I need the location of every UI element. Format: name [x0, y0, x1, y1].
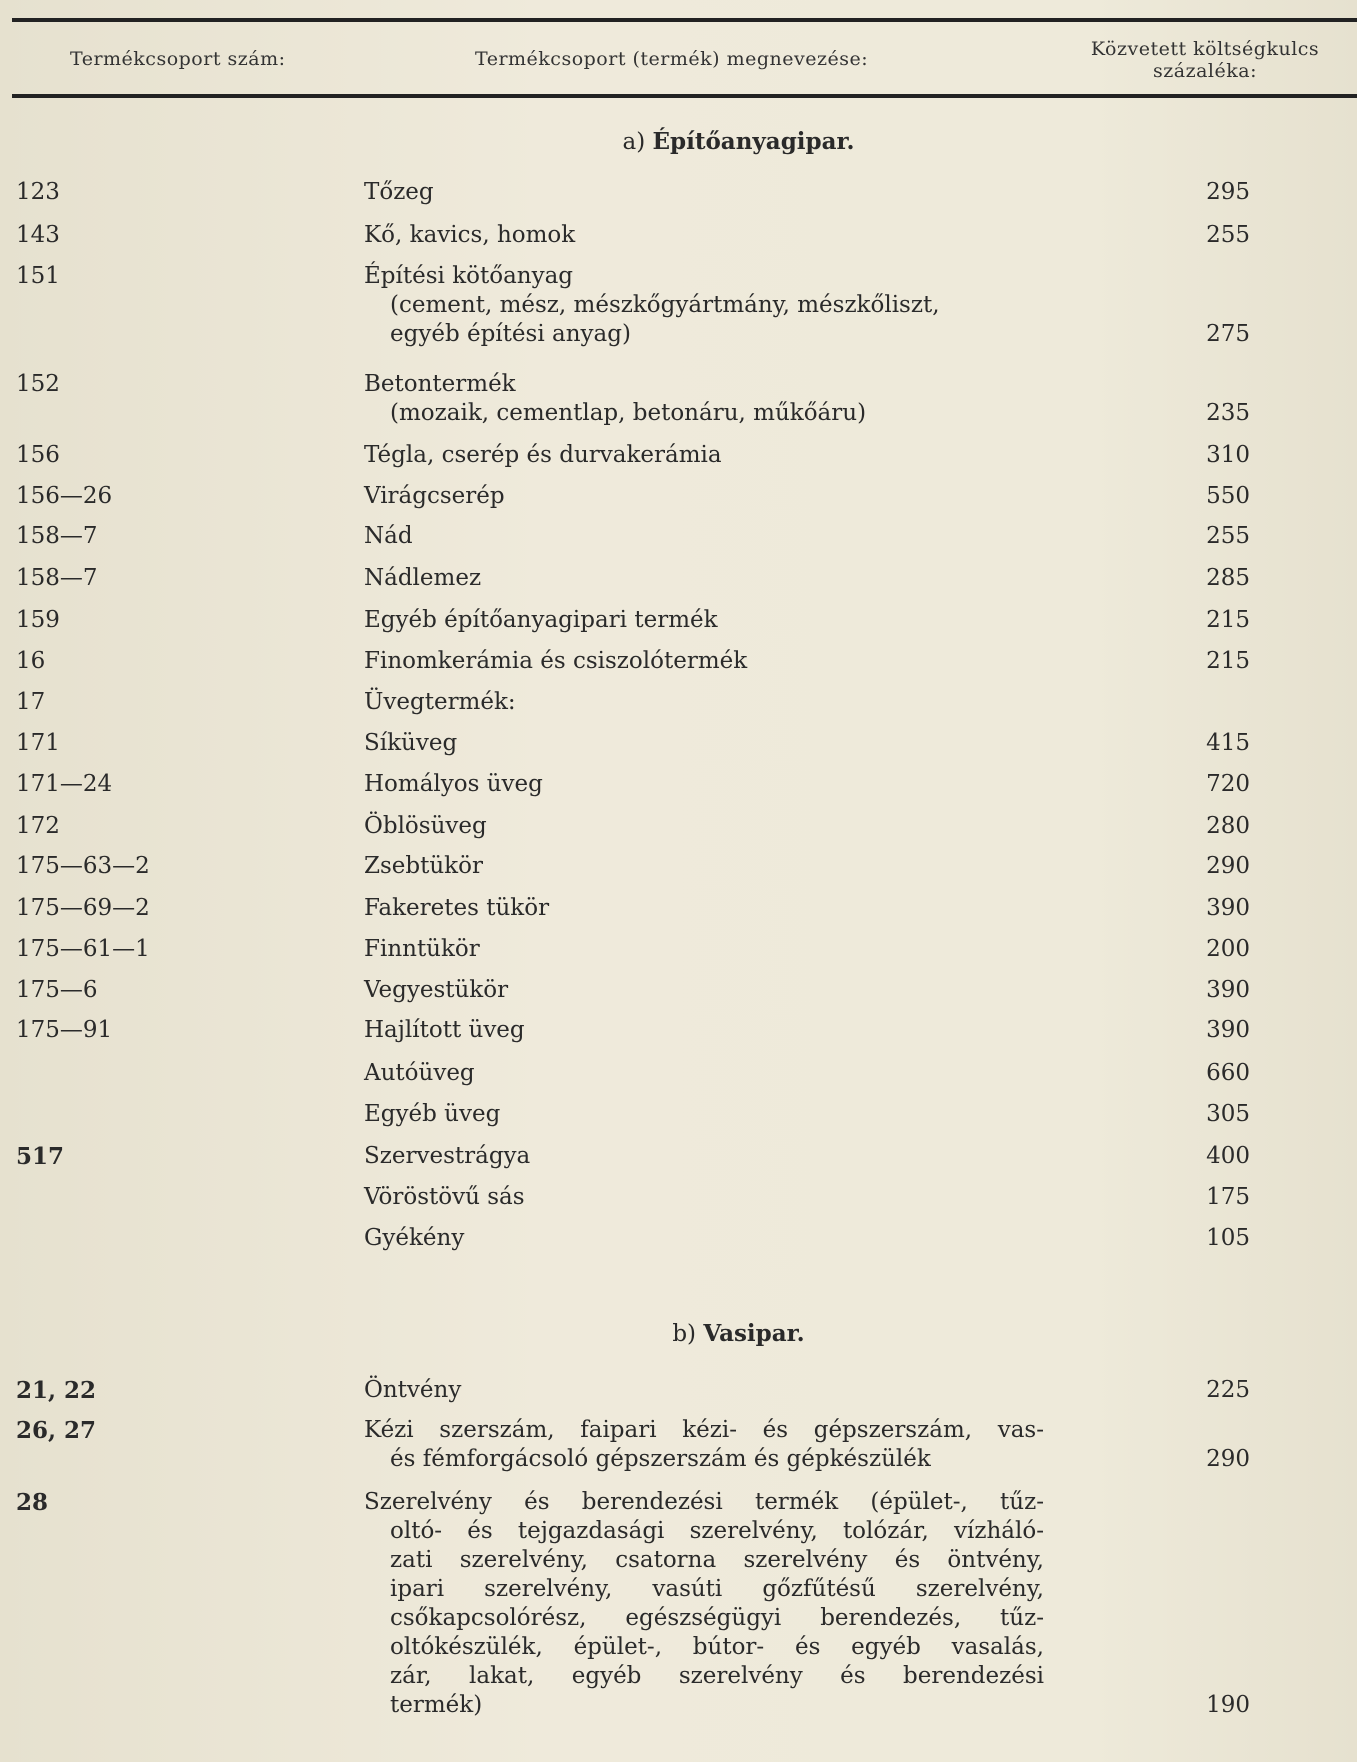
section-title-text: Építőanyagipar. — [652, 128, 855, 155]
header-code-column: Termékcsoport szám: — [70, 48, 286, 70]
product-group-name — [364, 1100, 1044, 1129]
header-name-column: Termékcsoport (termék) megnevezése: — [475, 48, 869, 70]
product-name-line: ipari szerelvény, vasúti gőzfűtésű szerelvény, — [390, 1576, 1044, 1602]
product-group-name — [364, 1059, 1044, 1088]
product-name-line: Öntvény — [364, 1377, 462, 1403]
product-group-code: 17 — [16, 689, 46, 715]
product-group-code: 175—91 — [16, 1017, 113, 1043]
cost-rate-value: 105 — [1206, 1225, 1250, 1251]
product-name-line: Öblösüveg — [364, 813, 487, 839]
product-group-name — [364, 1142, 1044, 1171]
product-group-code: 28 — [16, 1489, 49, 1516]
product-name-line: Betontermék — [364, 371, 516, 397]
product-group-name — [364, 894, 1044, 923]
header-rate-line1: Közvetett költségkulcs — [1090, 38, 1320, 60]
product-group-code: 159 — [16, 607, 60, 633]
cost-rate-value: 200 — [1206, 936, 1250, 962]
product-name-line: Kő, kavics, homok — [364, 222, 576, 248]
product-group-name — [364, 976, 1044, 1005]
product-name-line: Virágcserép — [364, 483, 505, 509]
product-name-line: Szervestrágya — [364, 1143, 531, 1169]
product-group-code: 21, 22 — [16, 1377, 97, 1404]
product-name-line: oltó- és tejgazdasági szerelvény, tolózár, vízháló- — [390, 1518, 1044, 1544]
product-name-line: Nádlemez — [364, 565, 482, 591]
product-group-name — [364, 564, 1044, 593]
product-group-code: 175—6 — [16, 977, 98, 1003]
cost-rate-value: 390 — [1206, 895, 1250, 921]
header-bottom-rule — [12, 94, 1357, 98]
product-name-line: és fémforgácsoló gépszerszám és gépkészülék — [390, 1446, 931, 1472]
product-group-name — [364, 262, 1044, 349]
product-name-line: Egyéb építőanyagipari termék — [364, 607, 718, 633]
cost-rate-value: 215 — [1206, 607, 1250, 633]
product-name-line: Gyékény — [364, 1225, 465, 1251]
header-rate-line2: százaléka: — [1153, 60, 1257, 82]
product-group-name — [364, 1016, 1044, 1045]
product-name-line: Tőzeg — [364, 179, 434, 205]
section-prefix: b) — [672, 1321, 697, 1347]
product-group-name — [364, 482, 1044, 511]
product-group-name — [364, 606, 1044, 635]
product-name-line: Homályos üveg — [364, 771, 543, 797]
product-name-line: egyéb építési anyag) — [390, 321, 631, 347]
product-group-name — [364, 370, 1044, 428]
product-group-name — [364, 688, 1044, 717]
header-rate-column — [1070, 38, 1340, 82]
product-name-line: Hajlított üveg — [364, 1017, 525, 1043]
product-name-line: (mozaik, cementlap, betonáru, műkőáru) — [390, 400, 867, 426]
cost-rate-value: 285 — [1206, 565, 1250, 591]
section-prefix: a) — [622, 129, 646, 155]
product-name-line: Vöröstövű sás — [364, 1184, 525, 1210]
product-group-code: 172 — [16, 813, 60, 839]
product-name-line: Finomkerámia és csiszolótermék — [364, 648, 748, 674]
product-name-line: zár, lakat, egyéb szerelvény és berendezési — [390, 1663, 1044, 1689]
product-name-line: (cement, mész, mészkőgyártmány, mészkőliszt, — [390, 292, 940, 318]
product-group-name — [364, 1416, 1044, 1474]
product-name-line: csőkapcsolórész, egészségügyi berendezés, tűz- — [390, 1605, 1044, 1631]
product-group-code: 152 — [16, 371, 60, 397]
cost-rate-value: 275 — [1206, 321, 1250, 347]
product-name-line: zati szerelvény, csatorna szerelvény és öntvény, — [390, 1547, 1044, 1573]
product-name-line: Kézi szerszám, faipari kézi- és gépszerszám, vas- — [364, 1417, 1044, 1443]
product-name-line: Fakeretes tükör — [364, 895, 550, 921]
cost-rate-value: 290 — [1206, 853, 1250, 879]
product-name-line: Tégla, cserép és durvakerámia — [364, 442, 722, 468]
product-group-code: 517 — [16, 1143, 65, 1170]
section-title — [60, 128, 1357, 155]
product-group-code: 26, 27 — [16, 1417, 97, 1444]
product-group-code: 175—61—1 — [16, 936, 150, 962]
product-group-code: 158—7 — [16, 523, 98, 549]
product-name-line: Egyéb üveg — [364, 1101, 501, 1127]
cost-rate-value: 390 — [1206, 1017, 1250, 1043]
product-group-name — [364, 812, 1044, 841]
product-group-name — [364, 221, 1044, 250]
cost-rate-value: 720 — [1206, 771, 1250, 797]
product-group-name — [364, 178, 1044, 207]
product-group-code: 171—24 — [16, 771, 113, 797]
product-group-code: 16 — [16, 648, 46, 674]
cost-rate-value: 305 — [1206, 1101, 1250, 1127]
product-group-name — [364, 647, 1044, 676]
cost-rate-value: 255 — [1206, 523, 1250, 549]
product-name-line: Zsebtükör — [364, 853, 483, 879]
cost-rate-value: 660 — [1206, 1060, 1250, 1086]
cost-rate-value: 215 — [1206, 648, 1250, 674]
cost-rate-value: 415 — [1206, 730, 1250, 756]
product-group-name — [364, 729, 1044, 758]
product-group-code: 123 — [16, 179, 60, 205]
cost-rate-value: 190 — [1206, 1692, 1250, 1718]
product-name-line: termék) — [390, 1692, 483, 1718]
product-group-name — [364, 852, 1044, 881]
product-name-line: oltókészülék, épület-, bútor- és egyéb vasalás, — [390, 1634, 1044, 1660]
cost-rate-value: 550 — [1206, 483, 1250, 509]
cost-rate-value: 175 — [1206, 1184, 1250, 1210]
product-group-name — [364, 935, 1044, 964]
product-group-code: 156—26 — [16, 483, 113, 509]
product-name-line: Szerelvény és berendezési termék (épület-, tűz- — [364, 1489, 1044, 1515]
product-group-name — [364, 441, 1044, 470]
product-group-name — [364, 1183, 1044, 1212]
cost-rate-value: 235 — [1206, 400, 1250, 426]
cost-rate-value: 255 — [1206, 222, 1250, 248]
section-title-text: Vasipar. — [703, 1320, 805, 1347]
product-group-code: 175—69—2 — [16, 895, 150, 921]
product-name-line: Üvegtermék: — [364, 689, 516, 715]
cost-rate-value: 390 — [1206, 977, 1250, 1003]
cost-rate-value: 310 — [1206, 442, 1250, 468]
product-group-code: 171 — [16, 730, 60, 756]
product-group-name — [364, 1488, 1044, 1720]
product-group-name — [364, 770, 1044, 799]
product-group-code: 156 — [16, 442, 60, 468]
product-group-name — [364, 522, 1044, 551]
product-group-name — [364, 1376, 1044, 1405]
section-title — [60, 1320, 1357, 1347]
product-group-name — [364, 1224, 1044, 1253]
cost-rate-value: 400 — [1206, 1143, 1250, 1169]
product-name-line: Építési kötőanyag — [364, 263, 574, 289]
product-name-line: Síküveg — [364, 730, 458, 756]
product-name-line: Vegyestükör — [364, 977, 509, 1003]
product-group-code: 143 — [16, 222, 60, 248]
cost-rate-value: 225 — [1206, 1377, 1250, 1403]
product-name-line: Autóüveg — [364, 1060, 475, 1086]
cost-rate-value: 280 — [1206, 813, 1250, 839]
cost-rate-value: 295 — [1206, 179, 1250, 205]
product-group-code: 175—63—2 — [16, 853, 150, 879]
cost-rate-value: 290 — [1206, 1446, 1250, 1472]
product-name-line: Nád — [364, 523, 413, 549]
product-name-line: Finntükör — [364, 936, 480, 962]
product-group-code: 151 — [16, 263, 60, 289]
header-top-rule — [12, 18, 1357, 22]
product-group-code: 158—7 — [16, 565, 98, 591]
